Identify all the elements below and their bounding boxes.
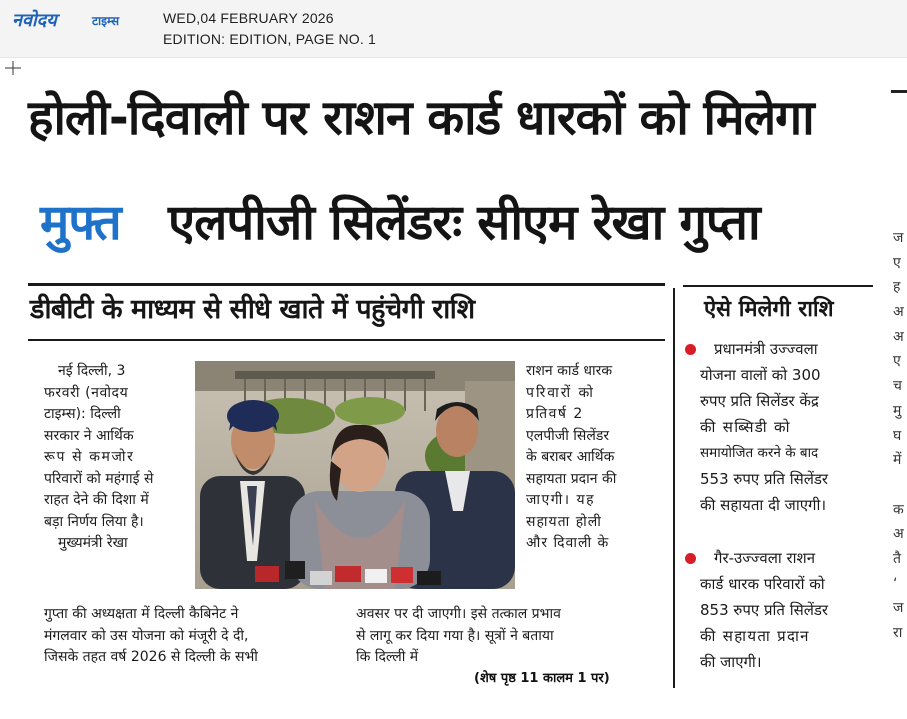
article-line: राहत देने की दिशा में [44, 492, 149, 508]
logo-main-text: नवोदय [12, 10, 57, 31]
adjacent-line: ज [893, 600, 904, 617]
sidebar-title: ऐसे मिलेगी राशि [704, 297, 834, 322]
adjacent-line: ह [893, 279, 901, 296]
adjacent-line: अ [893, 304, 904, 321]
article-line: एलपीजी सिलेंडर [526, 427, 610, 444]
adjacent-line: ‘ [893, 575, 898, 592]
article-line: सहायता होली [526, 513, 602, 530]
press-conference-photo [195, 361, 515, 589]
article-line: मुख्यमंत्री रेखा [58, 535, 128, 551]
column-divider-vertical [673, 288, 675, 688]
edition-date: WED,04 FEBRUARY 2026 [163, 10, 334, 26]
adjacent-line: रा [893, 625, 903, 641]
article-line: रूप से कमजोर [44, 449, 135, 465]
sidebar-item-2 [700, 545, 828, 675]
logo-sub-text: टाइम्स [92, 14, 120, 28]
adjacent-line: में [893, 452, 902, 469]
sidebar-line: कार्ड धारक परिवारों को [700, 575, 825, 593]
adjacent-line: च [893, 378, 902, 395]
adjacent-line: ज [893, 230, 904, 246]
adjacent-line: तै [893, 550, 901, 567]
article-line: और दिवाली के [526, 535, 610, 551]
article-line: के बराबर आर्थिक [526, 449, 615, 465]
sidebar-title-divider [683, 285, 873, 287]
subheadline: डीबीटी के माध्यम से सीधे खाते में पहुंचेगी राशि [30, 294, 475, 325]
continued-on-page-note: (शेष पृष्ठ 11 कालम 1 पर) [474, 671, 610, 686]
sidebar-line: रुपए प्रति सिलेंडर केंद्र [700, 392, 819, 410]
headline-divider [28, 283, 665, 286]
sidebar-line: की सहायता प्रदान [700, 627, 810, 645]
article-line: बड़ा निर्णय लिया है। [44, 513, 144, 530]
bullet-point-icon [685, 553, 696, 564]
article-line: अवसर पर दी जाएगी। इसे तत्काल प्रभाव [356, 606, 561, 622]
article-line: मंगलवार को उस योजना को मंजूरी दे दी, [44, 627, 249, 644]
sidebar-line: की सहायता दी जाएगी। [700, 496, 827, 514]
adjacent-line: घ [893, 427, 902, 444]
crosshair-icon [3, 60, 23, 76]
adjacent-line: मु [893, 402, 902, 419]
adjacent-line: अ [893, 328, 904, 345]
article-line: सरकार ने आर्थिक [44, 427, 134, 444]
bullet-point-icon [685, 344, 696, 355]
headline-highlight-word: मुफ्त [40, 194, 121, 251]
adjacent-line: ए [893, 254, 901, 271]
adjacent-line: अ [893, 526, 904, 543]
sidebar-item-1 [700, 336, 828, 518]
adjacent-line: क [893, 501, 904, 518]
sidebar-line: की जाएगी। [700, 653, 762, 671]
article-line: कि दिल्ली में [356, 649, 419, 665]
article-line: सहायता प्रदान की [526, 470, 617, 487]
adjacent-article-rule [891, 90, 907, 93]
article-column-2 [526, 361, 616, 555]
article-line: नई दिल्ली, 3 [58, 363, 126, 379]
sidebar-line: प्रधानमंत्री उज्ज्वला [714, 340, 818, 358]
article-column-1-continued [44, 604, 258, 669]
sidebar-line: योजना वालों को 300 [700, 366, 821, 384]
article-line: परिवारों को [526, 384, 595, 401]
adjacent-article-column [893, 226, 904, 646]
article-line: राशन कार्ड धारक [526, 363, 613, 379]
article-line: जाएगी। यह [526, 492, 596, 508]
sidebar-line: 553 रुपए प्रति सिलेंडर [700, 470, 829, 488]
article-line: से लागू कर दिया गया है। सूत्रों ने बताया [356, 627, 554, 644]
article-line: जिसके तहत वर्ष 2026 से दिल्ली के सभी [44, 649, 258, 665]
headline-line-2: एलपीजी सिलेंडरः सीएम रेखा गुप्ता [168, 194, 760, 251]
sidebar-line: की सब्सिडी को [700, 418, 791, 436]
article-column-1 [44, 361, 153, 555]
sidebar-line: समायोजित करने के बाद [700, 445, 819, 461]
article-line: फरवरी (नवोदय [44, 384, 129, 401]
adjacent-line [893, 473, 904, 498]
article-line: प्रतिवर्ष 2 [526, 406, 584, 422]
sidebar-line: गैर-उज्ज्वला राशन [714, 549, 816, 567]
article-line: गुप्ता की अध्यक्षता में दिल्ली कैबिनेट ने [44, 606, 239, 622]
article-line: टाइम्स): दिल्ली [44, 406, 121, 422]
subheadline-divider [28, 339, 665, 341]
edition-header-bar [0, 0, 907, 58]
adjacent-line: ए [893, 353, 901, 370]
article-column-2-continued [356, 604, 561, 669]
edition-page-info: EDITION: EDITION, PAGE NO. 1 [163, 31, 377, 47]
article-line: परिवारों को महंगाई से [44, 470, 154, 487]
headline-line-1: होली-दिवाली पर राशन कार्ड धारकों को मिलेगा [28, 90, 814, 146]
sidebar-line: 853 रुपए प्रति सिलेंडर [700, 601, 829, 619]
